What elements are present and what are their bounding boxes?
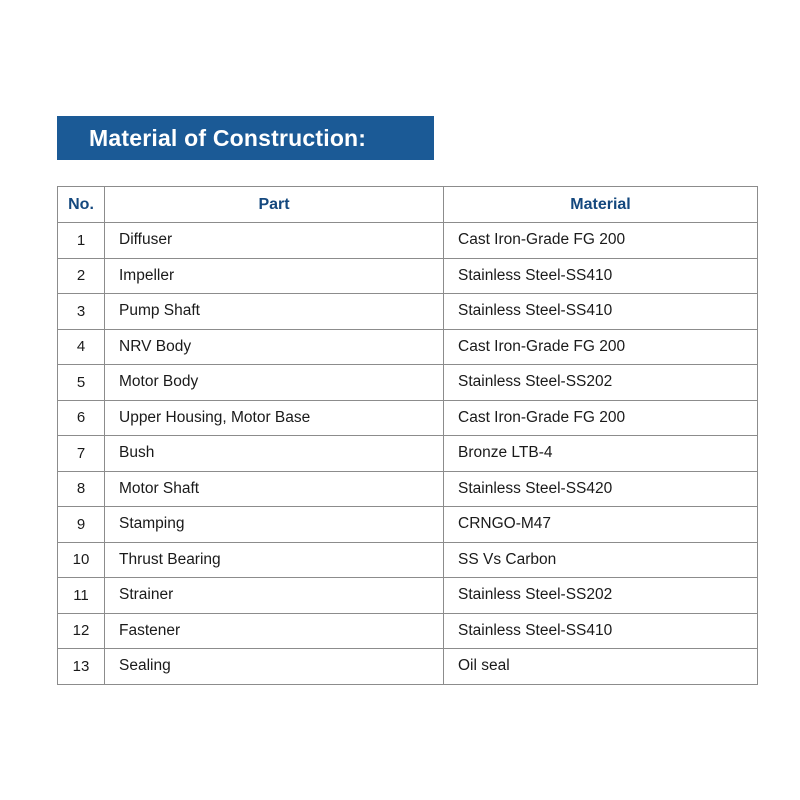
table-row [58, 329, 758, 365]
cell-part: Motor Shaft [105, 471, 444, 507]
table-row [58, 294, 758, 330]
cell-no: 6 [58, 400, 105, 436]
cell-no: 1 [58, 223, 105, 259]
column-header-no: No. [58, 187, 105, 223]
page-title: Material of Construction: [89, 124, 367, 151]
cell-no: 7 [58, 436, 105, 472]
cell-part: Upper Housing, Motor Base [105, 400, 444, 436]
cell-part: Fastener [105, 613, 444, 649]
table-header [58, 187, 758, 223]
cell-part: Motor Body [105, 365, 444, 401]
cell-part: Bush [105, 436, 444, 472]
cell-part: Stamping [105, 507, 444, 543]
cell-part: Pump Shaft [105, 294, 444, 330]
cell-no: 8 [58, 471, 105, 507]
table-row [58, 223, 758, 259]
cell-material: Stainless Steel-SS410 [444, 294, 758, 330]
table-row [58, 542, 758, 578]
table-row [58, 436, 758, 472]
table-row [58, 578, 758, 614]
cell-material: Cast Iron-Grade FG 200 [444, 329, 758, 365]
table-row [58, 507, 758, 543]
table-row [58, 365, 758, 401]
cell-material: Stainless Steel-SS410 [444, 258, 758, 294]
cell-material: Stainless Steel-SS202 [444, 578, 758, 614]
cell-no: 11 [58, 578, 105, 614]
material-of-construction-table [57, 186, 758, 685]
table-body [58, 223, 758, 685]
table-row [58, 400, 758, 436]
table-row [58, 471, 758, 507]
cell-no: 9 [58, 507, 105, 543]
table-row [58, 613, 758, 649]
cell-material: Stainless Steel-SS410 [444, 613, 758, 649]
column-header-material: Material [444, 187, 758, 223]
cell-no: 13 [58, 649, 105, 685]
cell-material: CRNGO-M47 [444, 507, 758, 543]
cell-material: SS Vs Carbon [444, 542, 758, 578]
table-row [58, 258, 758, 294]
cell-material: Stainless Steel-SS420 [444, 471, 758, 507]
cell-material: Cast Iron-Grade FG 200 [444, 223, 758, 259]
cell-material: Oil seal [444, 649, 758, 685]
cell-no: 12 [58, 613, 105, 649]
cell-no: 10 [58, 542, 105, 578]
cell-no: 5 [58, 365, 105, 401]
cell-part: Thrust Bearing [105, 542, 444, 578]
cell-material: Bronze LTB-4 [444, 436, 758, 472]
cell-no: 3 [58, 294, 105, 330]
table-row [58, 649, 758, 685]
section-title-banner [57, 116, 434, 160]
cell-part: Impeller [105, 258, 444, 294]
cell-part: Strainer [105, 578, 444, 614]
cell-part: Sealing [105, 649, 444, 685]
cell-material: Stainless Steel-SS202 [444, 365, 758, 401]
cell-no: 2 [58, 258, 105, 294]
table-header-row [58, 187, 758, 223]
column-header-part: Part [105, 187, 444, 223]
cell-material: Cast Iron-Grade FG 200 [444, 400, 758, 436]
cell-part: NRV Body [105, 329, 444, 365]
cell-no: 4 [58, 329, 105, 365]
cell-part: Diffuser [105, 223, 444, 259]
